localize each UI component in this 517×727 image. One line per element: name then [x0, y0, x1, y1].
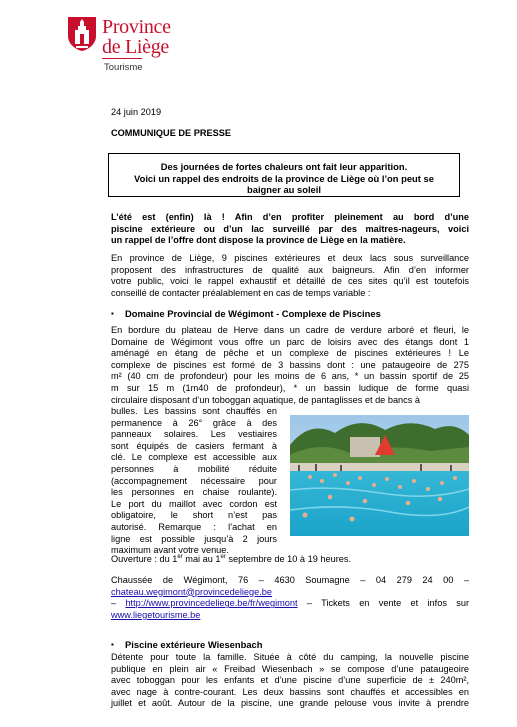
- headline-line-1: Des journées de fortes chaleurs ont fait leur apparition.: [160, 161, 408, 172]
- email-link[interactable]: chateau.wegimont@provincedeliege.be: [111, 586, 273, 597]
- address-line: Chaussée de Wégimont, 76 – 4630 Soumagne – 04 279 24 00 –: [111, 575, 469, 585]
- intro-line: conseillé de contacter préalablement en cas de temps variable :: [111, 287, 371, 298]
- section-wegimont-narrow-column: [111, 406, 277, 557]
- body-line: panneaux solaires. Les vestiaires: [111, 429, 277, 440]
- body-line: circulaire disposant d’un toboggan aquatique, de pantaglisses et de bancs à: [111, 394, 421, 405]
- body-line: les personnes en chaise roulante).: [111, 487, 277, 498]
- body-line: m sur 15 m (1m40 de profondeur), * un bassin ludique de forme quasi: [111, 382, 469, 393]
- hours-sup: er: [177, 553, 183, 560]
- intro-bold-line: un rappel de l’offre dont dispose la province de Liège en la matière.: [111, 235, 406, 246]
- contact-links-line: [111, 610, 469, 622]
- wegimont-url-link[interactable]: http://www.provincedeliege.be/fr/wegimont: [125, 598, 298, 609]
- press-release-label: COMMUNIQUE DE PRESSE: [111, 128, 231, 138]
- body-line: autorisé. Remarque : l’achat en: [111, 521, 277, 532]
- intro-bold-paragraph: [111, 212, 469, 247]
- hours-text: Ouverture : du 1: [111, 554, 178, 564]
- section-wegimont-body: [111, 325, 469, 406]
- hours-sup: er: [220, 553, 226, 560]
- headline-box: [108, 153, 460, 197]
- body-line: Détente pour toute la famille. Située à côté du camping, la nouvelle piscine: [111, 652, 469, 662]
- body-line: avec toboggan pour les enfants et d’une piscine d’une superficie de ± 240m²,: [111, 675, 469, 686]
- intro-line: votre public, voici le rappel exhaustif et détaillé de ces sites qu’il est toutefois: [111, 276, 469, 287]
- body-line: sont équipés de casiers fermant à: [111, 440, 277, 451]
- body-line: complexe de piscines est formé de 3 bassins dont : une pataugeoire de 275: [111, 359, 469, 370]
- intro-paragraph: [111, 253, 469, 299]
- tickets-text: – Tickets en vente et infos sur: [297, 598, 469, 609]
- headline-line-2: Voici un rappel des endroits de la province de Liège où l’on peut se: [134, 172, 434, 184]
- pool-photo: [290, 415, 469, 536]
- body-line: juillet et août. Autour de la piscine, une grande pelouse vous invite à prendre: [111, 698, 469, 709]
- logo-line-2: de Liège: [102, 36, 170, 58]
- dash-text: –: [111, 598, 126, 609]
- body-line: Le port du maillot avec cordon est: [111, 498, 277, 509]
- intro-line: proposent des infrastructures de qualité aux baigneurs. Afin d’en informer: [111, 264, 469, 275]
- body-line: avec nage à contre-courant. Les deux bassins sont chauffés et accessibles en: [111, 686, 469, 697]
- body-line: bulles. Les bassins sont chauffés en: [111, 406, 277, 416]
- document-date: 24 juin 2019: [111, 107, 162, 117]
- body-line: (accompagnement nécessaire pour: [111, 475, 277, 486]
- section-wiesenbach-title: ▪ Piscine extérieure Wiesenbach: [125, 639, 262, 651]
- hours-text: septembre de 10 à 19 heures.: [225, 554, 352, 564]
- body-line: En bordure du plateau de Herve dans un cadre de verdure arboré et fleuri, le: [111, 325, 469, 335]
- section-wiesenbach-body: [111, 652, 469, 710]
- logo-subtitle: Tourisme: [104, 62, 143, 73]
- body-line: personnes à mobilité réduite: [111, 463, 277, 474]
- intro-line: En province de Liège, 9 piscines extérieures et deux lacs sous surveillance: [111, 253, 469, 263]
- body-line: m² (40 cm de profondeur) pour les moins de 6 ans, * un bassin sportif de 25: [111, 371, 469, 382]
- body-line: maximum avant votre venue.: [111, 545, 229, 556]
- logo-divider: [102, 58, 142, 59]
- contact-links-line: [111, 598, 469, 610]
- opening-hours: [111, 554, 469, 566]
- intro-bold-line: piscine extérieure ou d’un lac surveillé par des maîtres-nageurs, voici: [111, 223, 469, 234]
- body-line: Domaine de Wégimont vous offre un parc de loisirs avec des étangs dont 1: [111, 336, 469, 347]
- intro-bold-line: L’été est (enfin) là ! Afin d’en profiter pleinement au bord d’une: [111, 212, 469, 222]
- hours-text: mai au 1: [182, 554, 221, 564]
- logo-line-1: Province: [102, 16, 171, 38]
- body-line: publique en plein air « Freibad Wiesenbach » se compose d’une pataugeoire: [111, 663, 469, 674]
- body-line: clé. Le complexe est accessible aux: [111, 452, 277, 463]
- province-shield-logo-icon: [67, 16, 97, 52]
- contact-links-line: [111, 587, 469, 599]
- body-line: obligatoire, le short n’est pas: [111, 510, 277, 521]
- section-wegimont-title: ▪ Domaine Provincial de Wégimont - Complexe de Piscines: [125, 308, 381, 320]
- body-line: ligne est possible jusqu’à 2 jours: [111, 533, 277, 544]
- contact-block: [111, 575, 469, 621]
- headline-line-3: baigner au soleil: [247, 184, 321, 196]
- body-line: aménagé en étang de pêche et un complexe de piscines extérieures ! Le: [111, 348, 469, 359]
- body-line: permanence à 26° grâce à des: [111, 417, 277, 428]
- liegetourisme-url-link[interactable]: www.liegetourisme.be: [111, 609, 201, 620]
